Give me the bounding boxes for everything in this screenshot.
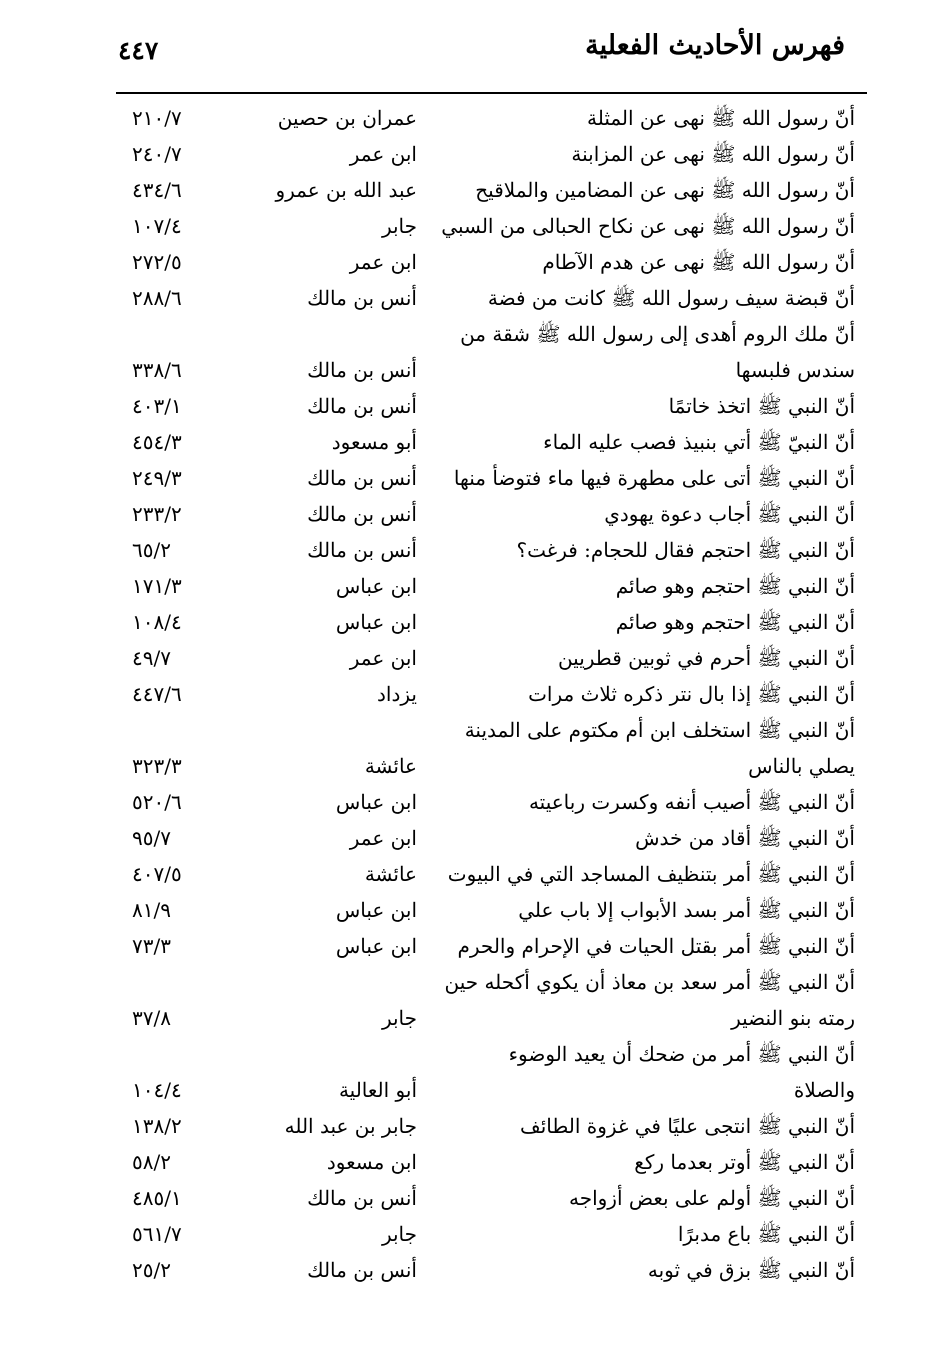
volume-page-reference: ٢٨٨/٦ (132, 286, 182, 310)
volume-page-reference: ٢٧٢/٥ (132, 250, 182, 274)
hadith-text: رمته بنو النضير (731, 1006, 855, 1030)
hadith-text: أنّ النبي ﷺ إذا بال نتر ذكره ثلاث مرات (528, 682, 855, 706)
narrator-name: أنس بن مالك (307, 286, 417, 310)
volume-page-reference: ٩٥/٧ (132, 826, 171, 850)
narrator-name: يزداد (377, 682, 417, 706)
index-entry (0, 928, 935, 964)
volume-page-reference: ٣٧/٨ (132, 1006, 171, 1030)
index-entry (0, 244, 935, 280)
narrator-name: ابن عباس (335, 790, 417, 814)
narrator-name: أبو مسعود (331, 430, 417, 454)
hadith-text: سندس فلبسها (735, 358, 855, 382)
index-entry (0, 1180, 935, 1216)
hadith-text: أنّ قبضة سيف رسول الله ﷺ كانت من فضة (487, 286, 855, 310)
hadith-text: يصلي بالناس (748, 754, 855, 778)
volume-page-reference: ٢٥/٢ (132, 1258, 171, 1282)
hadith-text: أنّ النبي ﷺ أمر بسد الأبواب إلا باب علي (518, 898, 855, 922)
hadith-text: والصلاة (793, 1078, 855, 1102)
hadith-text: أنّ رسول الله ﷺ نهى عن نكاح الحبالى من السبي (441, 214, 855, 238)
volume-page-reference: ١٠٧/٤ (132, 214, 182, 238)
hadith-index-list (0, 100, 935, 1288)
hadith-text: أنّ رسول الله ﷺ نهى عن المضامين والملاقيح (475, 178, 855, 202)
volume-page-reference: ٧٣/٣ (132, 934, 171, 958)
hadith-text: أنّ رسول الله ﷺ نهى عن المثلة (586, 106, 855, 130)
narrator-name: أنس بن مالك (307, 394, 417, 418)
volume-page-reference: ٤٠٧/٥ (132, 862, 182, 886)
narrator-name: عبد الله بن عمرو (275, 178, 417, 202)
narrator-name: أنس بن مالك (307, 538, 417, 562)
volume-page-reference: ٣٢٣/٣ (132, 754, 182, 778)
hadith-text: أنّ النبي ﷺ باع مدبرًا (677, 1222, 855, 1246)
hadith-text: أنّ النبي ﷺ أمر سعد بن معاذ أن يكوي أكحله حين (444, 970, 855, 994)
index-entry (0, 1000, 935, 1036)
narrator-name: جابر (381, 214, 417, 238)
index-entry (0, 424, 935, 460)
volume-page-reference: ٢٤٠/٧ (132, 142, 182, 166)
index-entry (0, 532, 935, 568)
narrator-name: جابر (381, 1222, 417, 1246)
narrator-name: جابر (381, 1006, 417, 1030)
index-entry (0, 100, 935, 136)
hadith-text: أنّ النبي ﷺ أجاب دعوة يهودي (604, 502, 855, 526)
index-entry (0, 1072, 935, 1108)
index-entry (0, 136, 935, 172)
hadith-text: أنّ ملك الروم أهدى إلى رسول الله ﷺ شقة من (460, 322, 855, 346)
narrator-name: عائشة (364, 862, 417, 886)
volume-page-reference: ٤٠٣/١ (132, 394, 182, 418)
hadith-text: أنّ النبي ﷺ أحرم في ثوبين قطريين (557, 646, 855, 670)
narrator-name: ابن مسعود (326, 1150, 417, 1174)
volume-page-reference: ٢٣٣/٢ (132, 502, 182, 526)
volume-page-reference: ١٧١/٣ (132, 574, 182, 598)
narrator-name: جابر بن عبد الله (284, 1114, 417, 1138)
page-title: فهرس الأحاديث الفعلية (585, 30, 845, 61)
volume-page-reference: ١٠٨/٤ (132, 610, 182, 634)
index-entry (0, 1108, 935, 1144)
narrator-name: ابن عمر (349, 826, 417, 850)
volume-page-reference: ١٠٤/٤ (132, 1078, 182, 1102)
index-entry (0, 712, 935, 748)
volume-page-reference: ٣٣٨/٦ (132, 358, 182, 382)
index-entry (0, 316, 935, 352)
hadith-text: أنّ النبي ﷺ أمر من ضحك أن يعيد الوضوء (508, 1042, 855, 1066)
volume-page-reference: ٤٥٤/٣ (132, 430, 182, 454)
narrator-name: أنس بن مالك (307, 1258, 417, 1282)
hadith-text: أنّ النبي ﷺ احتجم وهو صائم (615, 574, 855, 598)
volume-page-reference: ٥٦١/٧ (132, 1222, 182, 1246)
volume-page-reference: ٢٤٩/٣ (132, 466, 182, 490)
narrator-name: عائشة (364, 754, 417, 778)
volume-page-reference: ٤٣٤/٦ (132, 178, 182, 202)
hadith-text: أنّ رسول الله ﷺ نهى عن هدم الآطام (542, 250, 855, 274)
hadith-text: أنّ النبي ﷺ استخلف ابن أم مكتوم على المدينة (464, 718, 855, 742)
hadith-text: أنّ النبي ﷺ أتى على مطهرة فيها ماء فتوضأ منها (453, 466, 855, 490)
index-entry (0, 820, 935, 856)
narrator-name: أبو العالية (338, 1078, 417, 1102)
index-entry (0, 676, 935, 712)
hadith-text: أنّ النبي ﷺ أمر بتنظيف المساجد التي في البيوت (447, 862, 855, 886)
hadith-text: أنّ رسول الله ﷺ نهى عن المزابنة (571, 142, 855, 166)
header-rule (116, 92, 867, 94)
hadith-text: أنّ النبي ﷺ أقاد من خدش (635, 826, 855, 850)
page-number: ٤٤٧ (118, 36, 159, 65)
hadith-text: أنّ النبي ﷺ أمر بقتل الحيات في الإحرام والحرم (457, 934, 855, 958)
volume-page-reference: ٤٩/٧ (132, 646, 171, 670)
hadith-text: أنّ النبي ﷺ أولم على بعض أزواجه (568, 1186, 855, 1210)
index-entry (0, 1036, 935, 1072)
narrator-name: أنس بن مالك (307, 358, 417, 382)
narrator-name: أنس بن مالك (307, 1186, 417, 1210)
hadith-text: أنّ النبي ﷺ انتجى عليًا في غزوة الطائف (520, 1114, 855, 1138)
index-entry (0, 604, 935, 640)
narrator-name: ابن عمر (349, 250, 417, 274)
index-entry (0, 496, 935, 532)
index-entry (0, 1144, 935, 1180)
narrator-name: ابن عمر (349, 646, 417, 670)
index-entry (0, 208, 935, 244)
narrator-name: ابن عباس (335, 898, 417, 922)
narrator-name: ابن عباس (335, 934, 417, 958)
index-entry (0, 388, 935, 424)
index-entry (0, 856, 935, 892)
index-entry (0, 784, 935, 820)
index-entry (0, 1216, 935, 1252)
narrator-name: أنس بن مالك (307, 502, 417, 526)
volume-page-reference: ٤٨٥/١ (132, 1186, 182, 1210)
narrator-name: أنس بن مالك (307, 466, 417, 490)
index-entry (0, 352, 935, 388)
hadith-text: أنّ النبي ﷺ أصيب أنفه وكسرت رباعيته (528, 790, 855, 814)
hadith-text: أنّ النبي ﷺ اتخذ خاتمًا (668, 394, 855, 418)
index-entry (0, 460, 935, 496)
hadith-text: أنّ النبي ﷺ أوتر بعدما ركع (634, 1150, 855, 1174)
volume-page-reference: ٢١٠/٧ (132, 106, 182, 130)
narrator-name: ابن عمر (349, 142, 417, 166)
narrator-name: ابن عباس (335, 610, 417, 634)
index-entry (0, 640, 935, 676)
index-entry (0, 892, 935, 928)
index-entry (0, 568, 935, 604)
volume-page-reference: ٥٨/٢ (132, 1150, 171, 1174)
index-entry (0, 1252, 935, 1288)
narrator-name: ابن عباس (335, 574, 417, 598)
hadith-text: أنّ النبيّ ﷺ أتي بنبيذ فصب عليه الماء (543, 430, 855, 454)
volume-page-reference: ١٣٨/٢ (132, 1114, 182, 1138)
volume-page-reference: ٥٢٠/٦ (132, 790, 182, 814)
index-entry (0, 172, 935, 208)
hadith-text: أنّ النبي ﷺ بزق في ثوبه (647, 1258, 855, 1282)
volume-page-reference: ٤٤٧/٦ (132, 682, 182, 706)
index-entry (0, 748, 935, 784)
index-entry (0, 964, 935, 1000)
hadith-text: أنّ النبي ﷺ احتجم فقال للحجام: فرغت؟ (516, 538, 855, 562)
volume-page-reference: ٨١/٩ (132, 898, 171, 922)
hadith-text: أنّ النبي ﷺ احتجم وهو صائم (615, 610, 855, 634)
index-entry (0, 280, 935, 316)
volume-page-reference: ٦٥/٢ (132, 538, 171, 562)
narrator-name: عمران بن حصين (277, 106, 417, 130)
